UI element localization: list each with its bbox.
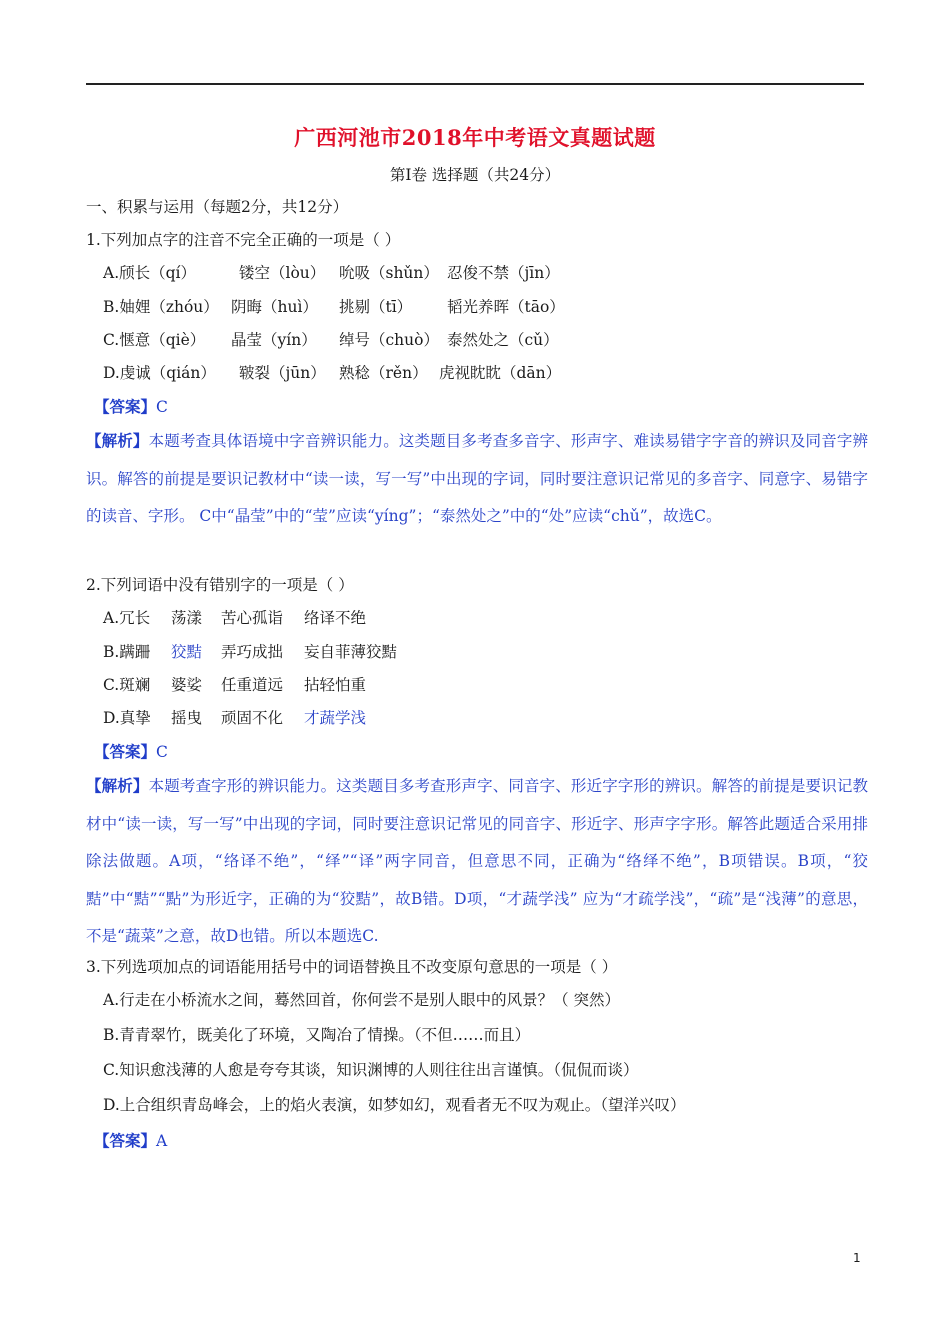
q3-option-b: B.青青翠竹，既美化了环境，又陶冶了情操。（不但……而且） — [103, 1026, 531, 1044]
q3-stem: 3.下列选项加点的词语能用括号中的词语替换且不改变原句意思的一项是（ ） — [86, 958, 618, 976]
q1-option-a: A.颀长（qí） 镂空（lòu） 吮吸（shǔn） 忍俊不禁（jīn） — [103, 264, 560, 282]
q1-option-b: B.妯娌（zhóu） 阴晦（huì） 挑剔（tī） 韬光养晖（tāo） — [103, 298, 565, 316]
page-subtitle: 第Ⅰ卷 选择题（共24分） — [389, 166, 561, 184]
q1-option-c: C.惬意（qiè） 晶莹（yín） 绰号（chuò） 泰然处之（cǔ） — [103, 331, 559, 349]
section-heading: 一、积累与运用（每题2分，共12分） — [86, 198, 349, 216]
q2-option-b: B.蹒跚 狡黠 弄巧成拙 妄自菲薄狡黠 — [103, 643, 398, 661]
header-rule — [86, 83, 864, 85]
q1-explanation: 【解析】本题考查具体语境中字音辨识能力。这类题目多考查多音字、形声字、难读易错字字音的辨识及同音字辨识。解答的前提是要识记教材中“读一读，写一写”中出现的字词，同时要注意识记常见的多音字、同意字、易错字的读音、字形。 C中“晶莹”中的“莹”应读“yíng”；“泰然处之”中的“处”应读“chǔ”，故选C。 — [86, 431, 868, 525]
q2-explanation: 【解析】本题考查字形的辨识能力。这类题目多考查形声字、同音字、形近字字形的辨识。解答的前提是要识记教材中“读一读，写一写”中出现的字词，同时要注意识记常见的同音字、形近字、形声字字形。解答此题适合采用排除法做题。A项，“络译不绝”，“绎”“译”两字同音，但意思不同，正确为“络绎不绝”，B项错误。B项，“狡黠”中“黠”“點”为形近字，正确的为“狡黠”，故B错。D项，“才蔬学浅” 应为“才疏学浅”，“疏”是“浅薄”的意思，不是“蔬菜”之意，故D也错。所以本题选C. — [86, 776, 868, 945]
q2-option-a: A.冗长 荡漾 苦心孤诣 络译不绝 — [103, 609, 367, 627]
q2-stem: 2.下列词语中没有错别字的一项是（ ） — [86, 576, 354, 594]
q3-option-d: D.上合组织青岛峰会，上的焰火表演，如梦如幻，观看者无不叹为观止。（望洋兴叹） — [103, 1096, 686, 1114]
q1-answer: 【答案】C — [94, 397, 168, 416]
page-number: 1 — [853, 1251, 861, 1265]
page-title: 广西河池市2018年中考语文真题试题 — [294, 125, 656, 150]
q3-option-a: A.行走在小桥流水之间，蓦然回首，你何尝不是别人眼中的风景？（ 突然） — [103, 991, 621, 1009]
q3-option-c: C.知识愈浅薄的人愈是夸夸其谈，知识渊博的人则往往出言谨慎。（侃侃而谈） — [103, 1061, 639, 1079]
q2-option-d: D.真挚 摇曳 顽固不化 才蔬学浅 — [103, 709, 367, 727]
q2-option-c: C.斑斓 婆娑 任重道远 拈轻怕重 — [103, 676, 367, 694]
q3-answer: 【答案】A — [94, 1131, 168, 1150]
q1-option-d: D.虔诚（qián） 皲裂（jūn） 熟稔（rěn） 虎视眈眈（dān） — [103, 364, 562, 382]
q1-stem: 1.下列加点字的注音不完全正确的一项是（ ） — [86, 231, 401, 249]
q2-answer: 【答案】C — [94, 742, 168, 761]
